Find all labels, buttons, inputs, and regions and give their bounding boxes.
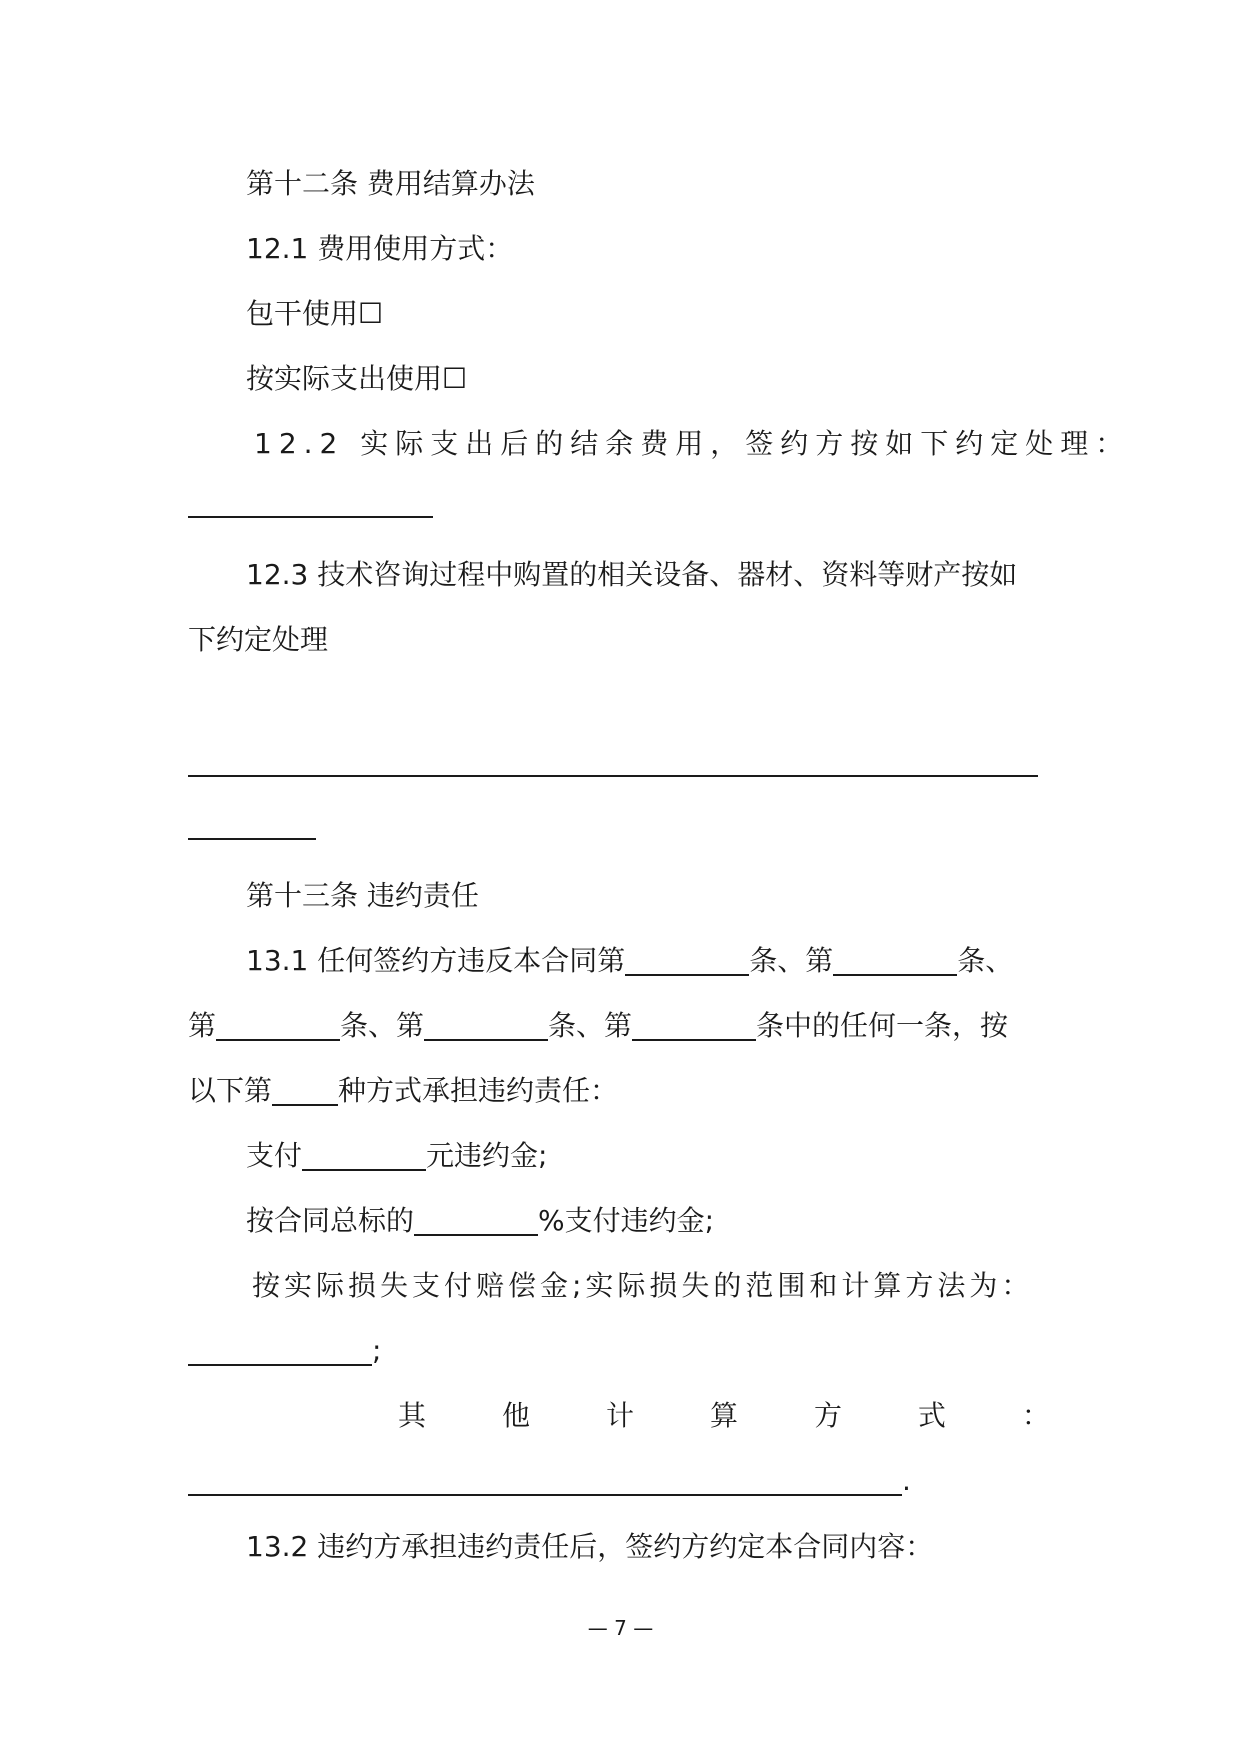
blank-line bbox=[188, 775, 1038, 777]
text: . bbox=[902, 1464, 911, 1497]
clause-12-3-line1: 12.3 技术咨询过程中购置的相关设备、器材、资料等财产按如 bbox=[246, 558, 1018, 591]
option-lump-sum: 包干使用☐ bbox=[246, 297, 384, 330]
char: 算 bbox=[709, 1399, 738, 1432]
penalty-option-fixed bbox=[246, 1136, 547, 1176]
text: 13.1 任何签约方违反本合同第 bbox=[246, 944, 626, 977]
char: 式 bbox=[917, 1399, 946, 1432]
text: %支付违约金; bbox=[538, 1204, 715, 1237]
penalty-option-other bbox=[398, 1396, 1050, 1436]
char: 计 bbox=[605, 1399, 634, 1432]
blank-field bbox=[302, 1139, 426, 1171]
option-actual-expense: 按实际支出使用☐ bbox=[246, 362, 468, 395]
blank-field bbox=[188, 1334, 372, 1366]
article-12-heading: 第十二条 费用结算办法 bbox=[246, 167, 535, 200]
text: 第 bbox=[188, 1009, 217, 1042]
blank-field bbox=[833, 944, 957, 976]
text: 条、第 bbox=[340, 1009, 425, 1042]
text: 条中的任何一条，按 bbox=[756, 1009, 1009, 1042]
penalty-option-actual-loss: 按实际损失支付赔偿金;实际损失的范围和计算方法为： bbox=[252, 1269, 1034, 1302]
text: 按合同总标的 bbox=[246, 1204, 415, 1237]
clause-13-2: 13.2 违约方承担违约责任后，签约方约定本合同内容： bbox=[246, 1530, 934, 1563]
blank-field bbox=[625, 944, 749, 976]
penalty-option-percentage bbox=[246, 1201, 714, 1241]
clause-12-3-line2: 下约定处理 bbox=[188, 623, 329, 656]
text: 条、 bbox=[957, 944, 1014, 977]
clause-13-1-line1 bbox=[246, 941, 1013, 981]
text: ; bbox=[372, 1334, 382, 1367]
char: 其 bbox=[398, 1399, 427, 1432]
text: 支付 bbox=[246, 1139, 303, 1172]
page-number: — 7 — bbox=[587, 1616, 654, 1640]
blank-field bbox=[188, 1464, 902, 1496]
actual-loss-blank-line bbox=[188, 1331, 381, 1371]
clause-12-1: 12.1 费用使用方式： bbox=[246, 232, 514, 265]
clause-12-2: 12.2 实际支出后的结余费用，签约方按如下约定处理： bbox=[254, 427, 1131, 460]
char: 方 bbox=[813, 1399, 842, 1432]
blank-field bbox=[272, 1074, 338, 1106]
blank-field bbox=[424, 1009, 548, 1041]
article-13-heading: 第十三条 违约责任 bbox=[246, 879, 479, 912]
text: 以下第 bbox=[188, 1074, 273, 1107]
char: 他 bbox=[501, 1399, 530, 1432]
text: 条、第 bbox=[548, 1009, 633, 1042]
clause-13-1-line3 bbox=[188, 1071, 618, 1111]
blank-field bbox=[632, 1009, 756, 1041]
blank-line bbox=[188, 838, 316, 840]
blank-field bbox=[414, 1204, 538, 1236]
text: 条、第 bbox=[749, 944, 834, 977]
blank-line bbox=[188, 516, 433, 518]
text: 元违约金; bbox=[426, 1139, 548, 1172]
char: ： bbox=[1021, 1399, 1050, 1432]
other-method-blank-line bbox=[188, 1461, 911, 1501]
text: 种方式承担违约责任： bbox=[338, 1074, 619, 1107]
blank-field bbox=[216, 1009, 340, 1041]
clause-13-1-line2 bbox=[188, 1006, 1008, 1046]
